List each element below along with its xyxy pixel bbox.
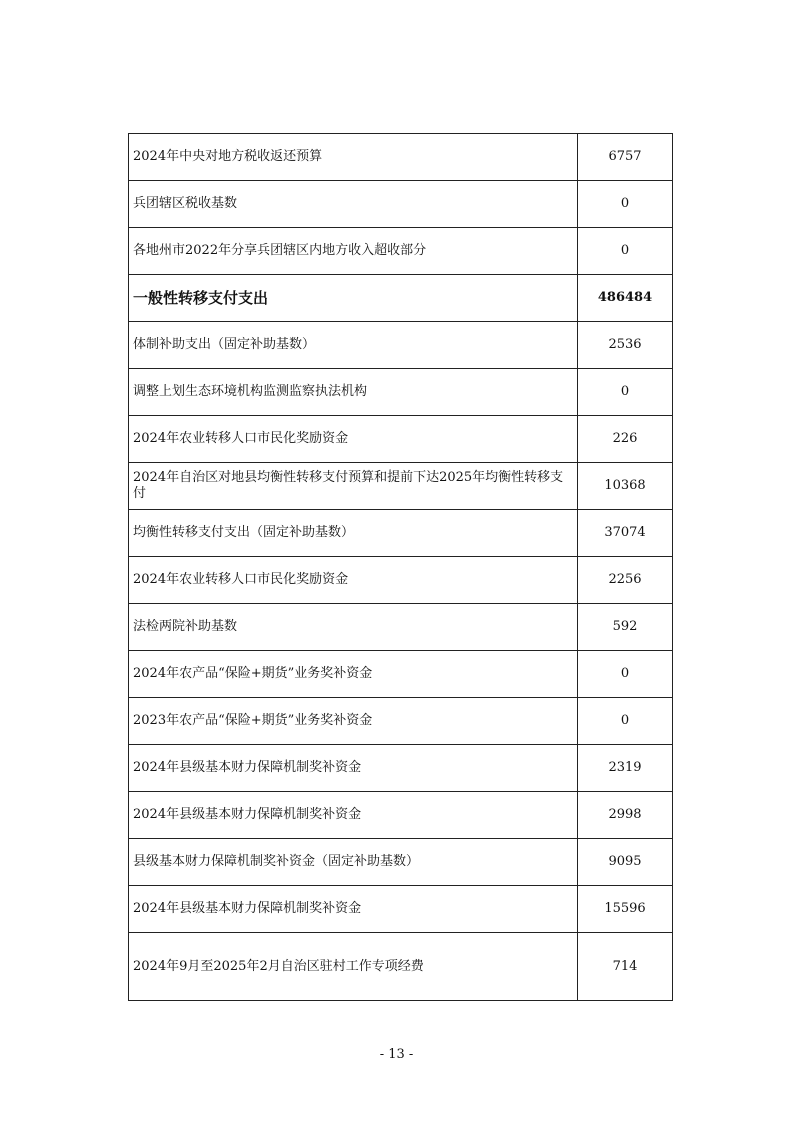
table-row	[129, 557, 673, 604]
table-row	[129, 416, 673, 463]
table-row	[129, 134, 673, 181]
table-row	[129, 369, 673, 416]
row-value: 37074	[578, 510, 673, 557]
table-row	[129, 698, 673, 745]
row-value: 2536	[578, 322, 673, 369]
row-value: 226	[578, 416, 673, 463]
row-label: 各地州市2022年分享兵团辖区内地方收入超收部分	[129, 228, 578, 275]
row-label: 2024年自治区对地县均衡性转移支付预算和提前下达2025年均衡性转移支付	[129, 463, 578, 510]
row-label: 2024年县级基本财力保障机制奖补资金	[129, 886, 578, 933]
row-value: 0	[578, 369, 673, 416]
table-row	[129, 181, 673, 228]
table-row	[129, 792, 673, 839]
row-label: 2024年县级基本财力保障机制奖补资金	[129, 745, 578, 792]
section-value: 486484	[578, 275, 673, 322]
table-row	[129, 228, 673, 275]
table-row	[129, 322, 673, 369]
row-label: 法检两院补助基数	[129, 604, 578, 651]
table-row	[129, 886, 673, 933]
row-value: 592	[578, 604, 673, 651]
row-value: 0	[578, 181, 673, 228]
row-value: 9095	[578, 839, 673, 886]
row-label: 均衡性转移支付支出（固定补助基数）	[129, 510, 578, 557]
table-row	[129, 604, 673, 651]
page-number: - 13 -	[379, 1047, 414, 1062]
section-label: 一般性转移支付支出	[129, 275, 578, 322]
row-label: 2024年中央对地方税收返还预算	[129, 134, 578, 181]
budget-table	[128, 133, 673, 1001]
row-label: 2023年农产品“保险+期货”业务奖补资金	[129, 698, 578, 745]
row-value: 0	[578, 698, 673, 745]
table-row	[129, 510, 673, 557]
row-label: 2024年农产品“保险+期货”业务奖补资金	[129, 651, 578, 698]
row-value: 6757	[578, 134, 673, 181]
row-label: 2024年农业转移人口市民化奖励资金	[129, 557, 578, 604]
section-header-row	[129, 275, 673, 322]
row-label: 县级基本财力保障机制奖补资金（固定补助基数）	[129, 839, 578, 886]
row-label: 体制补助支出（固定补助基数）	[129, 322, 578, 369]
table-row	[129, 651, 673, 698]
table-row	[129, 463, 673, 510]
row-label: 2024年县级基本财力保障机制奖补资金	[129, 792, 578, 839]
row-value: 15596	[578, 886, 673, 933]
row-label: 兵团辖区税收基数	[129, 181, 578, 228]
row-value: 2998	[578, 792, 673, 839]
row-value: 0	[578, 651, 673, 698]
row-value: 10368	[578, 463, 673, 510]
row-value: 714	[578, 933, 673, 1001]
table-row	[129, 745, 673, 792]
row-label: 调整上划生态环境机构监测监察执法机构	[129, 369, 578, 416]
row-label: 2024年9月至2025年2月自治区驻村工作专项经费	[129, 933, 578, 1001]
table-row	[129, 933, 673, 1001]
row-label: 2024年农业转移人口市民化奖励资金	[129, 416, 578, 463]
table-row	[129, 839, 673, 886]
row-value: 0	[578, 228, 673, 275]
row-value: 2319	[578, 745, 673, 792]
row-value: 2256	[578, 557, 673, 604]
